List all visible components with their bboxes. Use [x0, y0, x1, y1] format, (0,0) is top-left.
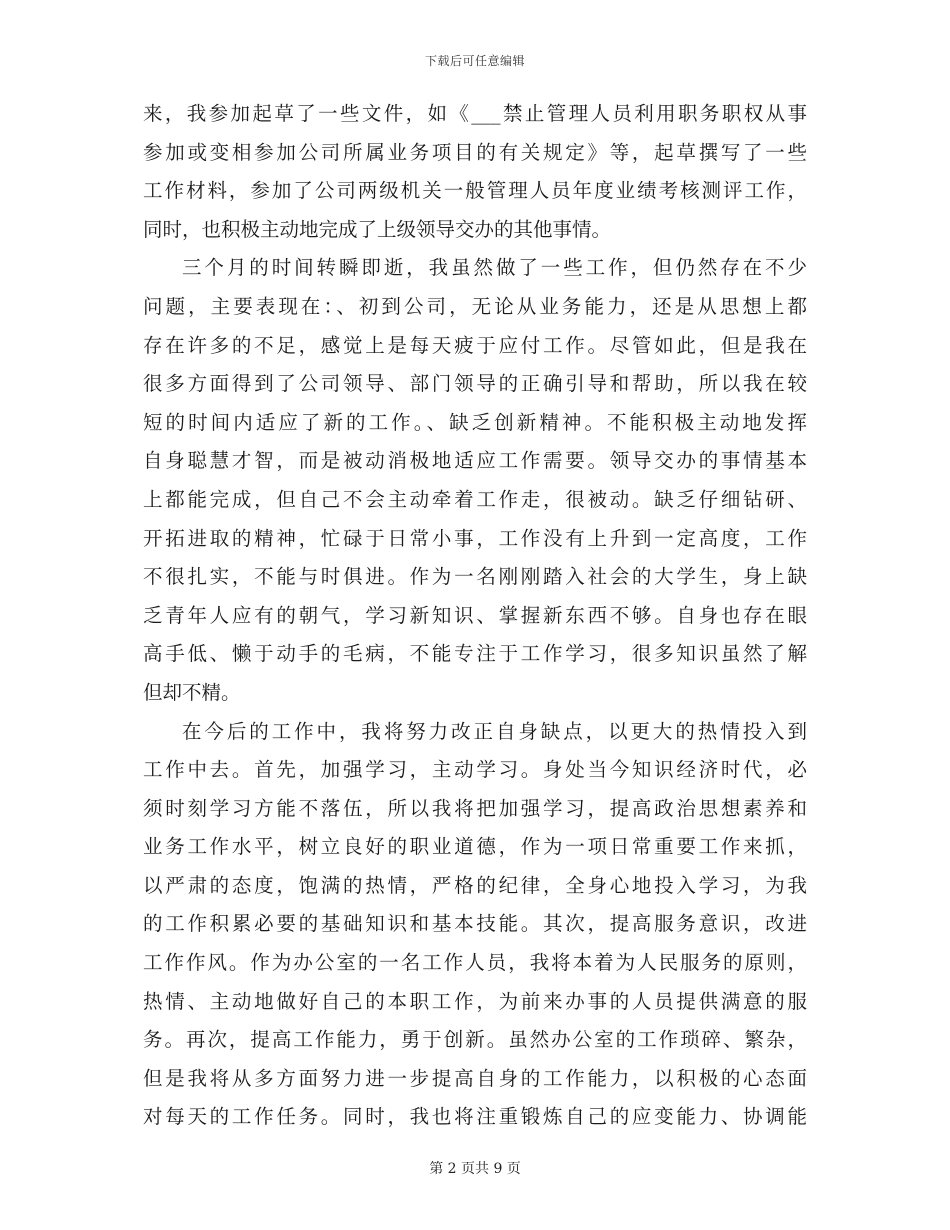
text-line: 高手低、懒于动手的毛病，不能专注于工作学习，很多知识虽然了解	[143, 642, 807, 666]
text-line: 参加或变相参加公司所属业务项目的有关规定》等，起草撰写了一些	[143, 140, 807, 164]
document-body	[143, 95, 807, 1137]
text-line: 开拓进取的精神，忙碌于日常小事，工作没有上升到一定高度，工作	[143, 526, 807, 550]
text-line: 上都能完成，但自己不会主动牵着工作走，很被动。缺乏仔细钻研、	[143, 487, 807, 511]
text-line: 工作材料，参加了公司两级机关一般管理人员年度业绩考核测评工作，	[143, 179, 807, 203]
text-line: 自身聪慧才智，而是被动消极地适应工作需要。领导交办的事情基本	[143, 449, 807, 473]
text-line: 同时，也积极主动地完成了上级领导交办的其他事情。	[143, 217, 612, 241]
text-line: 对每天的工作任务。同时，我也将注重锻炼自己的应变能力、协调能	[143, 1105, 807, 1129]
page-header: 下载后可任意编辑	[424, 54, 525, 68]
text-line: 在今后的工作中，我将努力改正自身缺点，以更大的热情投入到	[182, 719, 807, 743]
text-line: 业务工作水平，树立良好的职业道德，作为一项日常重要工作来抓，	[143, 835, 807, 859]
paragraph-3	[143, 713, 807, 1138]
paragraph-1	[143, 95, 807, 249]
text-line: 热情、主动地做好自己的本职工作，为前来办事的人员提供满意的服	[143, 989, 807, 1013]
page-footer: 第 2 页共 9 页	[429, 1161, 521, 1177]
text-line: 存在许多的不足，感觉上是每天疲于应付工作。尽管如此，但是我在	[143, 333, 807, 357]
text-line: 短的时间内适应了新的工作。、缺乏创新精神。不能积极主动地发挥	[143, 410, 807, 434]
text-line: 很多方面得到了公司领导、部门领导的正确引导和帮助，所以我在较	[143, 372, 807, 396]
text-line: 乏青年人应有的朝气，学习新知识、掌握新东西不够。自身也存在眼	[143, 603, 807, 627]
text-line: 不很扎实，不能与时俱进。作为一名刚刚踏入社会的大学生，身上缺	[143, 565, 807, 589]
text-line: 工作中去。首先，加强学习，主动学习。身处当今知识经济时代，必	[143, 758, 807, 782]
text-line: 但是我将从多方面努力进一步提高自身的工作能力，以积极的心态面	[143, 1066, 807, 1090]
text-line: 务。再次，提高工作能力，勇于创新。虽然办公室的工作琐碎、繁杂，	[143, 1028, 807, 1052]
text-line: 来，我参加起草了一些文件，如《___禁止管理人员利用职务职权从事	[143, 102, 807, 125]
text-line: 工作作风。作为办公室的一名工作人员，我将本着为人民服务的原则，	[143, 951, 807, 975]
text-line: 的工作积累必要的基础知识和基本技能。其次，提高服务意识，改进	[143, 912, 807, 936]
text-line: 三个月的时间转瞬即逝，我虽然做了一些工作，但仍然存在不少	[182, 256, 807, 280]
text-line: 以严肃的态度，饱满的热情，严格的纪律，全身心地投入学习，为我	[143, 873, 807, 897]
paragraph-2	[143, 249, 807, 712]
text-line: 问题，主要表现在：、初到公司，无论从业务能力，还是从思想上都	[143, 294, 807, 318]
text-line: 须时刻学习方能不落伍，所以我将把加强学习，提高政治思想素养和	[143, 796, 807, 820]
text-line: 但却不精。	[143, 680, 241, 704]
